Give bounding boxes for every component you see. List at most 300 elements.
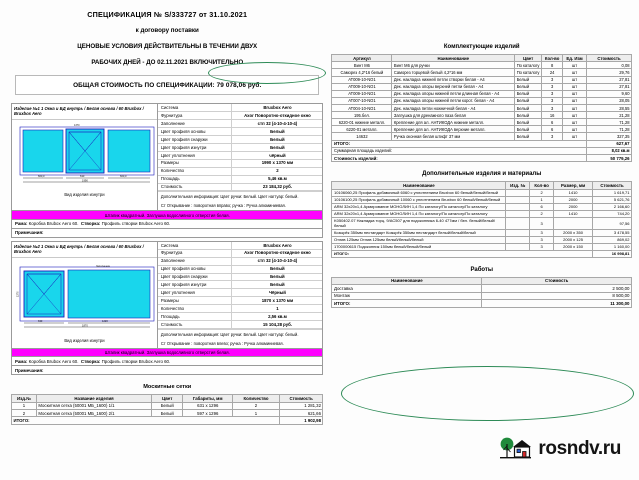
product-1-spec-table xyxy=(158,104,323,191)
cell: 195.бел. xyxy=(332,112,392,119)
table-row xyxy=(332,97,632,104)
cell: Белый xyxy=(515,97,542,104)
spec-value: 5,46 кв.м xyxy=(232,175,323,183)
table-row xyxy=(12,402,323,409)
cell: 28,05 xyxy=(587,97,632,104)
table-row xyxy=(12,410,323,417)
cell: 8 xyxy=(542,62,563,69)
cell: 1700000615 Подоконник 150мм белый/белый/белый xyxy=(332,243,506,250)
table-row xyxy=(158,273,323,281)
cell: AT004-10-NO1 xyxy=(332,105,392,112)
spec-value: Axor Поворотно-откидное окно xyxy=(232,111,323,119)
product-2-note-1: Дополнительная информация: Цвет ручки: Белый. Цвет нагтуар: белый. xyxy=(158,329,323,339)
cell: Крепление для ал. АНТИКОДА нижние металл. xyxy=(392,119,515,126)
table-row xyxy=(158,127,323,135)
table-total-row xyxy=(12,417,323,424)
col-header: Количество xyxy=(233,395,280,402)
watermark-text: rosndv.ru xyxy=(538,438,621,459)
col-header: Ед. Изм xyxy=(563,55,587,62)
cell: ARM 32х20х1,4 Армирование МОНОЛИН 1,4 По каталогу/По каталогу/По каталогу xyxy=(332,203,506,210)
svg-text:660,0: 660,0 xyxy=(38,174,45,178)
grand-total-box xyxy=(15,75,319,95)
product-1-drawing-caption: Вид изделия изнутри xyxy=(64,191,105,197)
total-value: 16 998,81 xyxy=(593,250,632,257)
left-column xyxy=(3,4,327,480)
works-total-row xyxy=(332,300,632,308)
mosquito-section-title: Москитные сетки xyxy=(143,384,192,391)
components-total-row xyxy=(332,140,632,147)
stvorka-value: Профиль створки Brubox Aero 60. xyxy=(101,358,171,364)
spec-key: Цвет профиля снаружи xyxy=(158,135,232,143)
cell: Дек. накладка опоры нижней петли длинная белая - A4 xyxy=(392,90,515,97)
cell: Белый xyxy=(515,76,542,83)
table-row xyxy=(158,257,323,265)
spec-key: Цвет профиля основы xyxy=(158,265,232,273)
table-row xyxy=(332,119,632,126)
spec-value: чёрный xyxy=(232,151,323,159)
svg-text:Заполнение: Заполнение xyxy=(96,264,110,268)
mosquito-table xyxy=(11,394,323,424)
table-header-row xyxy=(332,277,632,284)
total-value: 1 902,98 xyxy=(279,417,323,424)
cell: Белый xyxy=(515,112,542,119)
cell: 2000 x 350 xyxy=(554,229,593,236)
spec-key: Стоимость xyxy=(158,321,232,329)
product-2-heading: Изделие №2 1 Окна и БД внутрь / Белая основа / 60 Bruxbox / Bruxbox Aero xyxy=(12,242,157,258)
cell: 597 x 1296 xyxy=(183,410,233,417)
cell: 2000 xyxy=(554,196,593,203)
cell: 10106100,25 Профиль добавочный 10060 с уплотнением Bruxbox 60 белый/белый/белый xyxy=(332,196,506,203)
cell xyxy=(506,196,530,203)
cell: ARM 32х20х1,4 Армирование МОНОЛИН 1,4 По каталогу/По каталогу/По каталогу xyxy=(332,210,506,217)
product-2-drawing-caption: Вид изделия изнутри xyxy=(64,337,105,343)
table-row xyxy=(332,203,632,210)
table-row xyxy=(158,183,323,191)
spec-key: Цвет профиля изнутри xyxy=(158,143,232,151)
spec-value: стп 32 (4-10-4-10-4) xyxy=(232,257,323,265)
svg-text:630: 630 xyxy=(80,174,85,178)
spec-value: 15 104,28 руб. xyxy=(232,321,323,329)
cell: 1410 xyxy=(554,210,593,217)
cell: Монтаж xyxy=(332,292,482,300)
cell: 3 xyxy=(530,217,554,229)
product-1-note-2: Ст Открывание : поворотная вправо; ручка : Ручка алюминиевая. xyxy=(160,202,286,208)
cell: 2000 xyxy=(554,203,593,210)
cell: 27,81 xyxy=(587,76,632,83)
table-row xyxy=(332,189,632,196)
svg-text:1220: 1220 xyxy=(102,319,108,323)
spec-value: 23 184,32 руб. xyxy=(232,183,323,191)
cell: Белый xyxy=(515,83,542,90)
table-row xyxy=(332,112,632,119)
cell: 5 621,76 xyxy=(593,196,632,203)
cell: 9,60 xyxy=(587,90,632,97)
cell: 27,81 xyxy=(587,83,632,90)
components-table xyxy=(331,54,632,162)
cell: 3 xyxy=(542,90,563,97)
spec-value: стп 32 (4-10-4-10-4) xyxy=(232,119,323,127)
stvorka-label: Створка: xyxy=(80,358,101,364)
house-tree-icon xyxy=(499,436,533,462)
works-section-title: Работы xyxy=(470,266,493,273)
table-row xyxy=(332,69,632,76)
spec-key: Цвет уплотнения xyxy=(158,289,232,297)
cell: шт xyxy=(563,76,587,83)
cell: Крепление для ал. АНТИКОДА верхние металл. xyxy=(392,126,515,133)
cell: Винт М6 для ручки xyxy=(392,62,515,69)
cell xyxy=(506,210,530,217)
rama-value: Коробка Brubox Аero 60. xyxy=(28,358,79,364)
cell: 6 xyxy=(530,203,554,210)
additional-total-row xyxy=(332,250,632,257)
cell: 2 166,60 xyxy=(593,203,632,210)
table-row xyxy=(332,105,632,112)
cell: 3 xyxy=(542,97,563,104)
cell: шт xyxy=(563,126,587,133)
cell: 2 xyxy=(530,210,554,217)
cell: 621,66 xyxy=(279,410,323,417)
price-condition-line-1: ЦЕНОВЫЕ УСЛОВИЯ ДЕЙСТВИТЕЛЬНЫ В ТЕЧЕНИИ ДВУХ xyxy=(77,43,258,50)
cell: 2 xyxy=(233,402,280,409)
table-row xyxy=(158,135,323,143)
table-row xyxy=(332,196,632,203)
table-row xyxy=(158,313,323,321)
cell: Белый xyxy=(515,90,542,97)
table-row xyxy=(158,265,323,273)
cell: 2000 x 150 xyxy=(554,243,593,250)
col-header: Стоимость xyxy=(279,395,323,402)
product-1-note-1: Дополнительная информация: Цвет ручки: Белый. Цвет нагтуар: белый. xyxy=(158,191,323,201)
cell: По каталогу xyxy=(515,62,542,69)
col-header: Размер, мм xyxy=(554,182,593,189)
col-header: Цвет xyxy=(515,55,542,62)
cell: шт xyxy=(563,69,587,76)
cell: 6220-01 нижние металл. xyxy=(332,119,392,126)
cell: 1 619,71 xyxy=(593,189,632,196)
spec-key: Цвет профиля снаружи xyxy=(158,273,232,281)
table-row xyxy=(332,285,632,293)
svg-text:1990: 1990 xyxy=(82,179,88,183)
table-row xyxy=(332,90,632,97)
col-header: Наименование xyxy=(332,182,506,189)
product-1-spec-pane xyxy=(158,104,323,210)
cell: Дек. накладка опоры верхней петли белая - A4 xyxy=(392,83,515,90)
col-header: Цвет xyxy=(152,395,183,402)
cell: 1 xyxy=(530,196,554,203)
cell: Белый xyxy=(515,105,542,112)
cell: шт xyxy=(563,83,587,90)
col-header: Наименование xyxy=(332,277,482,284)
col-header: Изд.№ xyxy=(12,395,37,402)
spec-value: Белый xyxy=(232,273,323,281)
col-header: Габариты, мм xyxy=(183,395,233,402)
product-1-frame-row xyxy=(12,220,322,229)
cell: K050402.07 Накладка торц. 9/AC507 для подоконника 6-40 477мм / бел. белый/белый/белый xyxy=(332,217,506,229)
spec-key: Количество xyxy=(158,167,232,175)
cell: AT009-10-NO1 xyxy=(332,90,392,97)
cell: шт xyxy=(563,97,587,104)
cell xyxy=(554,217,593,229)
cell: 3 xyxy=(542,105,563,112)
cell: 21,28 xyxy=(587,112,632,119)
table-row xyxy=(158,111,323,119)
cell: 2 500,00 xyxy=(482,285,632,293)
spec-value: Чёрный xyxy=(232,289,323,297)
spec-key: Цвет профиля основы xyxy=(158,127,232,135)
cell: 327,35 xyxy=(587,133,632,140)
cell: 3 xyxy=(530,243,554,250)
spec-key: Система xyxy=(158,104,232,111)
cell: 2000 x 125 xyxy=(554,236,593,243)
right-column xyxy=(327,4,636,480)
window-diagram-1 xyxy=(16,123,158,185)
total-value: 11 300,00 xyxy=(482,300,632,308)
window-diagram-2 xyxy=(16,261,158,331)
cell: Дек. накладка опоры нижней петли корот. белая - A4 xyxy=(392,97,515,104)
table-row xyxy=(158,297,323,305)
cell: AT009-10-NO1 xyxy=(332,83,392,90)
cell: 3 xyxy=(542,133,563,140)
table-row xyxy=(332,62,632,69)
table-row xyxy=(158,321,323,329)
table-row xyxy=(158,281,323,289)
cell xyxy=(506,203,530,210)
total-label: ИТОГО: xyxy=(332,250,593,257)
total-label: ИТОГО: xyxy=(332,300,482,308)
spec-key: Размеры xyxy=(158,297,232,305)
spec-value: Axor Поворотно-откидное окно xyxy=(232,249,323,257)
product-1-drawing xyxy=(12,120,157,199)
cell: 1 160,00 xyxy=(593,243,632,250)
cell: шт xyxy=(563,112,587,119)
components-area-row xyxy=(332,147,632,154)
cost-label: Стоимость изделий: xyxy=(332,155,587,162)
spec-key: Система xyxy=(158,242,232,249)
svg-text:1370: 1370 xyxy=(16,291,20,297)
cell: 29,76 xyxy=(587,69,632,76)
cell: 8 500,00 xyxy=(482,292,632,300)
cell: Белый xyxy=(152,402,183,409)
stvorka-value: Профиль створки Brubox Aero 60. xyxy=(101,221,171,227)
cell: Ручка оконная белая штифт 37 мм xyxy=(392,133,515,140)
product-block-1 xyxy=(11,103,323,238)
spec-key: Площадь xyxy=(158,175,232,183)
col-header: Кол-во xyxy=(542,55,563,62)
table-header-row xyxy=(12,395,323,402)
col-header: Стоимость xyxy=(593,182,632,189)
page-title: СПЕЦИФИКАЦИЯ № S/333727 от 31.10.2021 xyxy=(87,10,248,19)
table-row xyxy=(332,133,632,140)
col-header: Стоимость xyxy=(587,55,632,62)
cell: 10106060,25 Профиль добавочный 6060 с уплотнением Bruxbox 60 белый/белый/белый xyxy=(332,189,506,196)
stvorka-label: Створка: xyxy=(80,221,101,227)
product-2-note-2: Ст Открывание : поворотная влево; ручка : Ручка алюминиевая. xyxy=(160,340,284,346)
cell: Белый xyxy=(515,133,542,140)
product-1-remarks: Примечания: xyxy=(15,230,44,236)
cell: 2 xyxy=(12,410,37,417)
table-row xyxy=(158,249,323,257)
spec-value: 1870 x 1370 мм xyxy=(232,297,323,305)
cell: 6 xyxy=(542,119,563,126)
components-cost-row xyxy=(332,155,632,162)
cell: 2 xyxy=(530,189,554,196)
cell: 97,56 xyxy=(593,217,632,229)
rama-value: Коробка Brubox Аero 60. xyxy=(28,221,79,227)
table-row xyxy=(158,104,323,111)
spec-value: Белый xyxy=(232,265,323,273)
cell: Москитная сетка (50001 МБ_1600) 2/1 xyxy=(36,410,151,417)
cell: Дек. накладка нижней петли створки белая - A4 xyxy=(392,76,515,83)
product-2-spec-pane xyxy=(158,242,323,348)
cell: шт xyxy=(563,90,587,97)
area-label: Суммарная площадь изделий: xyxy=(332,147,587,154)
cell: 1 281,32 xyxy=(279,402,323,409)
cell xyxy=(506,243,530,250)
spec-value: 1 xyxy=(232,305,323,313)
cell xyxy=(506,189,530,196)
table-row xyxy=(332,243,632,250)
col-header: Название изделия xyxy=(36,395,151,402)
product-2-remarks: Примечания: xyxy=(15,367,44,373)
cell: 631 x 1296 xyxy=(183,402,233,409)
product-2-spec-table xyxy=(158,242,323,329)
product-block-2 xyxy=(11,241,323,376)
svg-text:1870: 1870 xyxy=(82,324,88,328)
additional-table xyxy=(331,181,632,257)
cell: 16 xyxy=(542,112,563,119)
cell: 71,28 xyxy=(587,119,632,126)
spec-value: 2 xyxy=(232,167,323,175)
cell: 14632 xyxy=(332,133,392,140)
table-row xyxy=(158,143,323,151)
cell: Москитная сетка (50001 МБ_1600) 1/1 xyxy=(36,402,151,409)
cell: Заглушка для дренажного паза белая xyxy=(392,112,515,119)
col-header: Кол-во xyxy=(530,182,554,189)
table-header-row xyxy=(332,182,632,189)
spec-key: Стоимость xyxy=(158,183,232,191)
table-row xyxy=(158,119,323,127)
cell: шт xyxy=(563,133,587,140)
cell xyxy=(506,236,530,243)
product-1-heading: Изделие №1 1 Окна и БД внутрь / Белая основа / 60 Bruxbox / Bruxbox Aero xyxy=(12,104,157,120)
spec-value: Bruxbox Aero xyxy=(232,104,323,111)
table-row xyxy=(158,289,323,297)
cell: Белый xyxy=(515,119,542,126)
table-row xyxy=(332,292,632,300)
additional-section-title: Дополнительные изделия и материалы xyxy=(422,171,542,178)
cell: 744,20 xyxy=(593,210,632,217)
cell: 869,02 xyxy=(593,236,632,243)
components-section-title: Комплектующие изделий xyxy=(443,44,520,50)
spec-value: 2,56 кв.м xyxy=(232,313,323,321)
spec-key: Площадь xyxy=(158,313,232,321)
cell: шт xyxy=(563,62,587,69)
table-row xyxy=(158,159,323,167)
cell xyxy=(506,217,530,229)
cell: 1 xyxy=(233,410,280,417)
total-label: ИТОГО: xyxy=(12,417,280,424)
spec-value: Белый xyxy=(232,135,323,143)
spec-key: Заполнение xyxy=(158,257,232,265)
cell: 71,28 xyxy=(587,126,632,133)
table-row xyxy=(158,151,323,159)
cell: AT007-10-NO1 xyxy=(332,97,392,104)
spec-value: Белый xyxy=(232,127,323,135)
spec-key: Цвет профиля изнутри xyxy=(158,281,232,289)
cell: 3 xyxy=(542,76,563,83)
cell: Белый xyxy=(515,126,542,133)
cell: 6220-01 металл. xyxy=(332,126,392,133)
cell: Отлив 125мм Отлив 125мм белый/белый/белый xyxy=(332,236,506,243)
product-1-pink-bar: Штапик квадратный. Заглушка водосливного отверстия белая. xyxy=(12,210,322,219)
product-2-drawing-pane xyxy=(12,242,158,348)
document-subtitle: к договору поставки xyxy=(135,27,199,34)
col-header: Стоимость xyxy=(482,277,632,284)
cell: 6 xyxy=(542,126,563,133)
product-1-drawing-pane xyxy=(12,104,158,210)
col-header: Изд. № xyxy=(506,182,530,189)
spec-value: Белый xyxy=(232,143,323,151)
table-row xyxy=(332,83,632,90)
cell: 3 xyxy=(530,229,554,236)
table-row xyxy=(158,167,323,175)
cell: 1 xyxy=(12,402,37,409)
spec-value: Белый xyxy=(232,281,323,289)
cell: По каталогу xyxy=(515,69,542,76)
cell: 24 xyxy=(542,69,563,76)
cell: Козырёк 350мм нестандарт Козырёк 350мм нестандарт белый/белый/белый xyxy=(332,229,506,236)
svg-text:660,0: 660,0 xyxy=(120,174,127,178)
cell: шт xyxy=(563,119,587,126)
spec-key: Цвет уплотнения xyxy=(158,151,232,159)
svg-text:630: 630 xyxy=(38,319,43,323)
table-row xyxy=(158,242,323,249)
cell: Доставка xyxy=(332,285,482,293)
spec-value: Bruxbox Aero xyxy=(232,242,323,249)
spec-value: 1990 x 1370 мм xyxy=(232,159,323,167)
cell: AT009-10-NO1 xyxy=(332,76,392,83)
product-2-pink-bar: Штапик квадратный. Заглушка водосливного отверстия белая. xyxy=(12,348,322,357)
total-value: 627,67 xyxy=(587,140,632,147)
col-header: Артикул xyxy=(332,55,392,62)
cell: Саморез торцевой белый 4,2*16 мм xyxy=(392,69,515,76)
rama-label: Рама: xyxy=(15,221,28,227)
spec-key: Фурнитура xyxy=(158,249,232,257)
table-row xyxy=(332,76,632,83)
cell: Белый xyxy=(152,410,183,417)
spec-key: Заполнение xyxy=(158,119,232,127)
product-2-drawing xyxy=(12,258,157,345)
rama-label: Рама: xyxy=(15,358,28,364)
col-header: Наименование xyxy=(392,55,515,62)
cell: 28,55 xyxy=(587,105,632,112)
works-table xyxy=(331,277,632,308)
table-row xyxy=(332,217,632,229)
product-2-frame-row xyxy=(12,357,322,366)
cost-value: 50 779,26 xyxy=(587,155,632,162)
price-condition-line-2: РАБОЧИХ ДНЕЙ - ДО 02.11.2021 ВКЛЮЧИТЕЛЬНО xyxy=(91,59,244,66)
table-row xyxy=(332,126,632,133)
table-row xyxy=(332,210,632,217)
svg-text:1370: 1370 xyxy=(74,124,80,128)
spec-key: Количество xyxy=(158,305,232,313)
table-row xyxy=(158,305,323,313)
table-row xyxy=(332,229,632,236)
spec-key: Размеры xyxy=(158,159,232,167)
cell: 0,08 xyxy=(587,62,632,69)
table-header-row xyxy=(332,55,632,62)
spec-key: Фурнитура xyxy=(158,111,232,119)
